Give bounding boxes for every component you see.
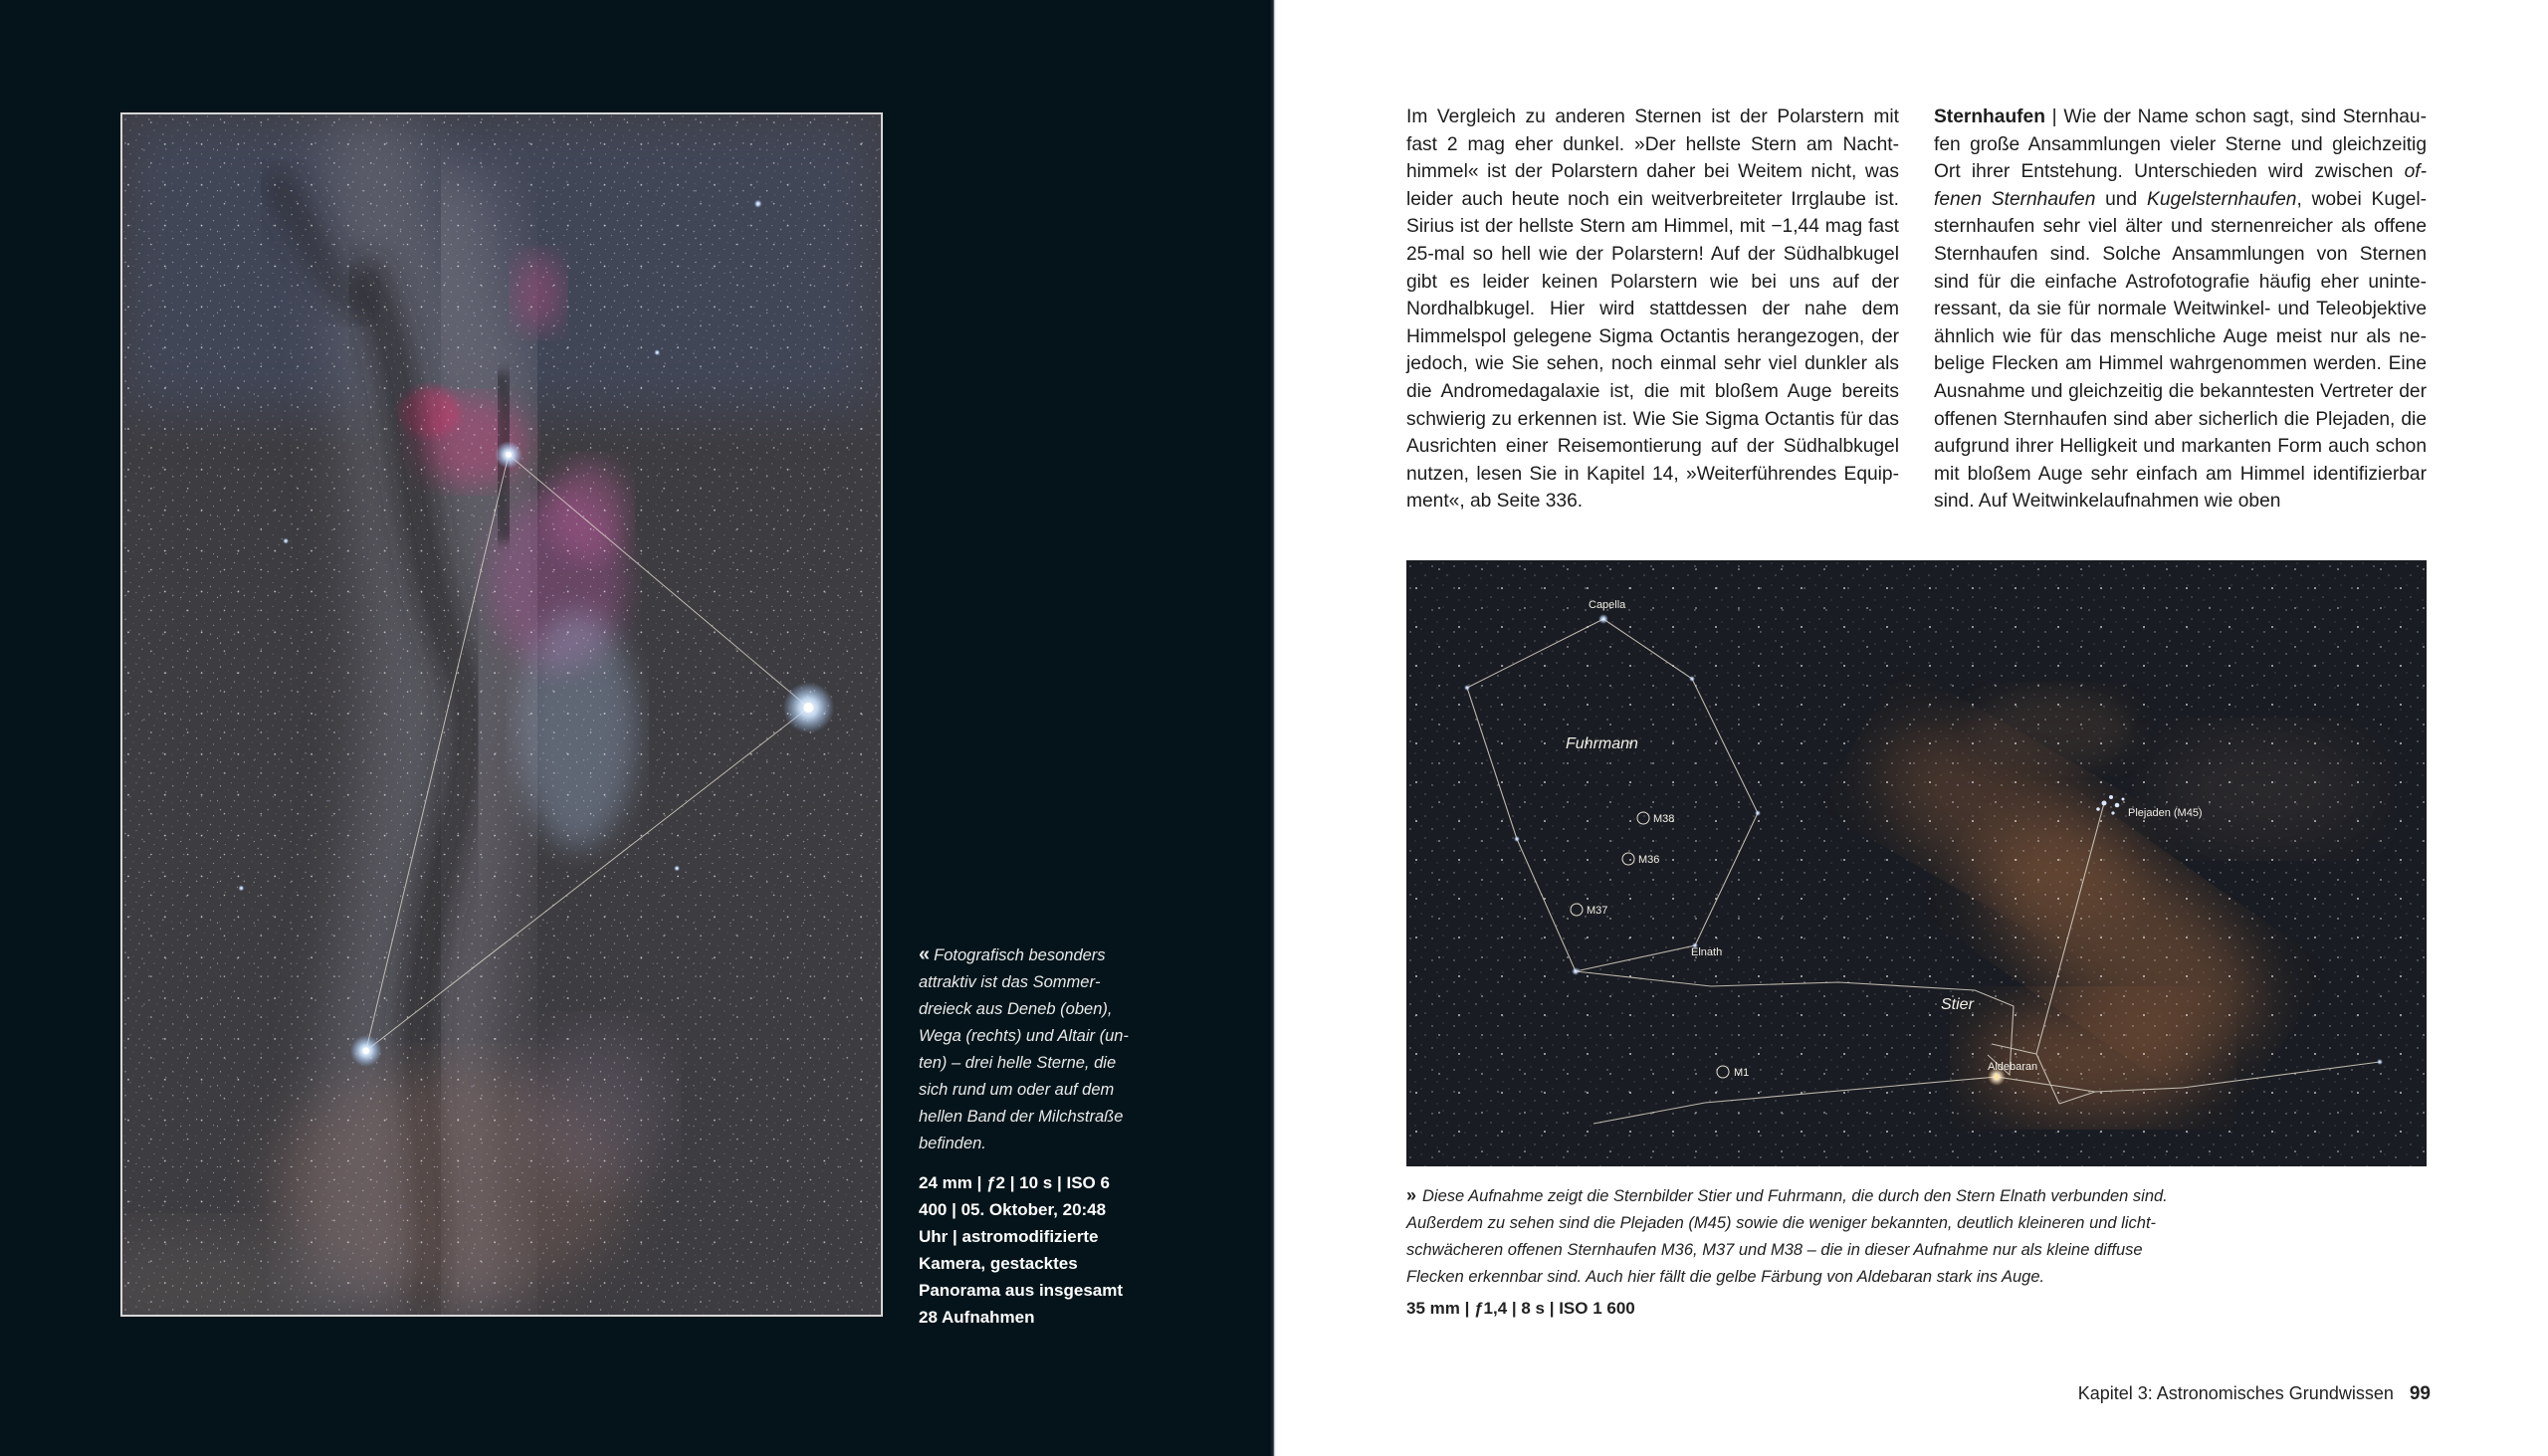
caption-arrow-left-icon: « bbox=[919, 943, 931, 965]
body-text-column-1 bbox=[1406, 104, 1899, 516]
page-footer bbox=[2078, 1383, 2431, 1405]
body-paragraph-sternhaufen: Sternhaufen | Wie der Name schon sagt, sind Sternhaufen große Ansammlungen vieler Sterne und gleichzeitig Ort ihrer Entstehung. Unterschieden wird zwischen offenen Sternhaufen und Kugelsternhaufen, wobei Kugelsternhaufen sehr viel älter und sternenreicher als offene Sternhaufen sind. Solche Ansammlungen von Sternen sind für die einfache Astrofotografie häufig eher uninteressant, da sie für normale Weitwinkel- und Teleobjektive ähnlich wie für das menschliche Auge meist nur als nebelige Flecken am Himmel wahrgenommen werden. Eine Ausnahme und gleichzeitig die bekanntesten Vertreter der offenen Sternhaufen sind aber sicherlich die Plejaden, die aufgrund ihrer Helligkeit und markanten Form auch schon mit bloßem Auge sehr einfach am Himmel identifizierbar sind. Auf Weitwinkelaufnahmen wie oben bbox=[1934, 106, 2427, 513]
right-caption-body: Diese Aufnahme zeigt die Sternbilder Stier und Fuhrmann, die durch den Stern Elnath verbunden sind. Außerdem zu sehen sind die Plejaden (M45) sowie die weniger bekannten, deutlich kleineren und lichtschwächeren offenen Sternhaufen M36, M37 und M38 – die in dieser Aufnahme nur als kleine diffuse Flecken erkennbar sind. Auch hier fällt die gelbe Färbung von Aldebaran stark ins Auge. bbox=[1406, 1187, 2168, 1286]
right-photo-caption bbox=[1406, 1182, 2203, 1319]
right-caption-exif: 35 mm | ƒ1,4 | 8 s | ISO 1 600 bbox=[1406, 1299, 1635, 1318]
label-fuhrmann: Fuhrmann bbox=[1566, 735, 1638, 752]
body-text-column-2 bbox=[1934, 104, 2427, 516]
body-paragraph-polarstern: Im Vergleich zu anderen Sternen ist der Polarstern mit fast 2 mag eher dunkel. »Der hellste Stern am Nachthimmel« ist der Polarstern daher bei Weitem nicht, was leider auch heute noch ein weitverbreiteter Irrglaube ist. Sirius ist der hellste Stern am Himmel, mit −1,44 mag fast 25-mal so hell wie der Polarstern! Auf der Südhalbkugel gibt es leider keinen Polarstern wie bei uns auf der Nordhalbkugel. Hier wird stattdessen der nahe dem Himmelspol gelegene Sigma Octantis herangezogen, der jedoch, wie Sie sehen, noch einmal sehr viel dunkler als die Andromedagalaxie ist, die mit bloßem Auge bereits schwierig zu erkennen ist. Wie Sie Sigma Octantis für das Ausrichten einer Reisemontierung auf der Südhalbkugel nutzen, lesen Sie in Kapitel 14, »Weiterführendes Equipment«, ab Seite 336. bbox=[1406, 106, 1899, 513]
caption-arrow-up-icon: » bbox=[1406, 1185, 1417, 1205]
book-gutter bbox=[1270, 0, 1278, 1456]
taurus-auriga-photo bbox=[1406, 560, 2427, 1166]
section-heading-sternhaufen: Sternhaufen bbox=[1934, 106, 2045, 127]
page-number: 99 bbox=[2409, 1383, 2431, 1404]
left-caption-body: Fotografisch besonders attraktiv ist das Sommerdreieck aus Deneb (oben), Wega (rechts) und Altair (unten) – drei helle Sterne, die sich rund um oder auf dem hellen Band der Milchstraße befinden. bbox=[919, 946, 1129, 1152]
label-m37: M37 bbox=[1587, 905, 1608, 917]
label-stier: Stier bbox=[1941, 996, 1974, 1013]
chapter-title: Kapitel 3: Astronomisches Grundwissen bbox=[2077, 1383, 2394, 1403]
left-caption-exif: 24 mm | ƒ2 | 10 s | ISO 6 400 | 05. Oktober, 20:48 Uhr | astromodifizierte Kamera, gestacktes Panorama aus insgesamt 28 Aufnahmen bbox=[919, 1173, 1124, 1327]
left-photo-caption bbox=[919, 941, 1138, 1331]
label-m36: M36 bbox=[1638, 854, 1660, 866]
left-caption-text bbox=[919, 941, 1138, 1157]
label-plejaden: Plejaden (M45) bbox=[2128, 807, 2203, 819]
milky-way-photo bbox=[120, 112, 883, 1317]
label-m38: M38 bbox=[1653, 813, 1675, 825]
label-aldebaran: Aldebaran bbox=[1988, 1061, 2038, 1073]
label-elnath: Elnath bbox=[1691, 946, 1723, 958]
label-capella: Capella bbox=[1589, 599, 1626, 611]
right-caption-text bbox=[1406, 1182, 2203, 1291]
label-m1: M1 bbox=[1734, 1067, 1750, 1079]
